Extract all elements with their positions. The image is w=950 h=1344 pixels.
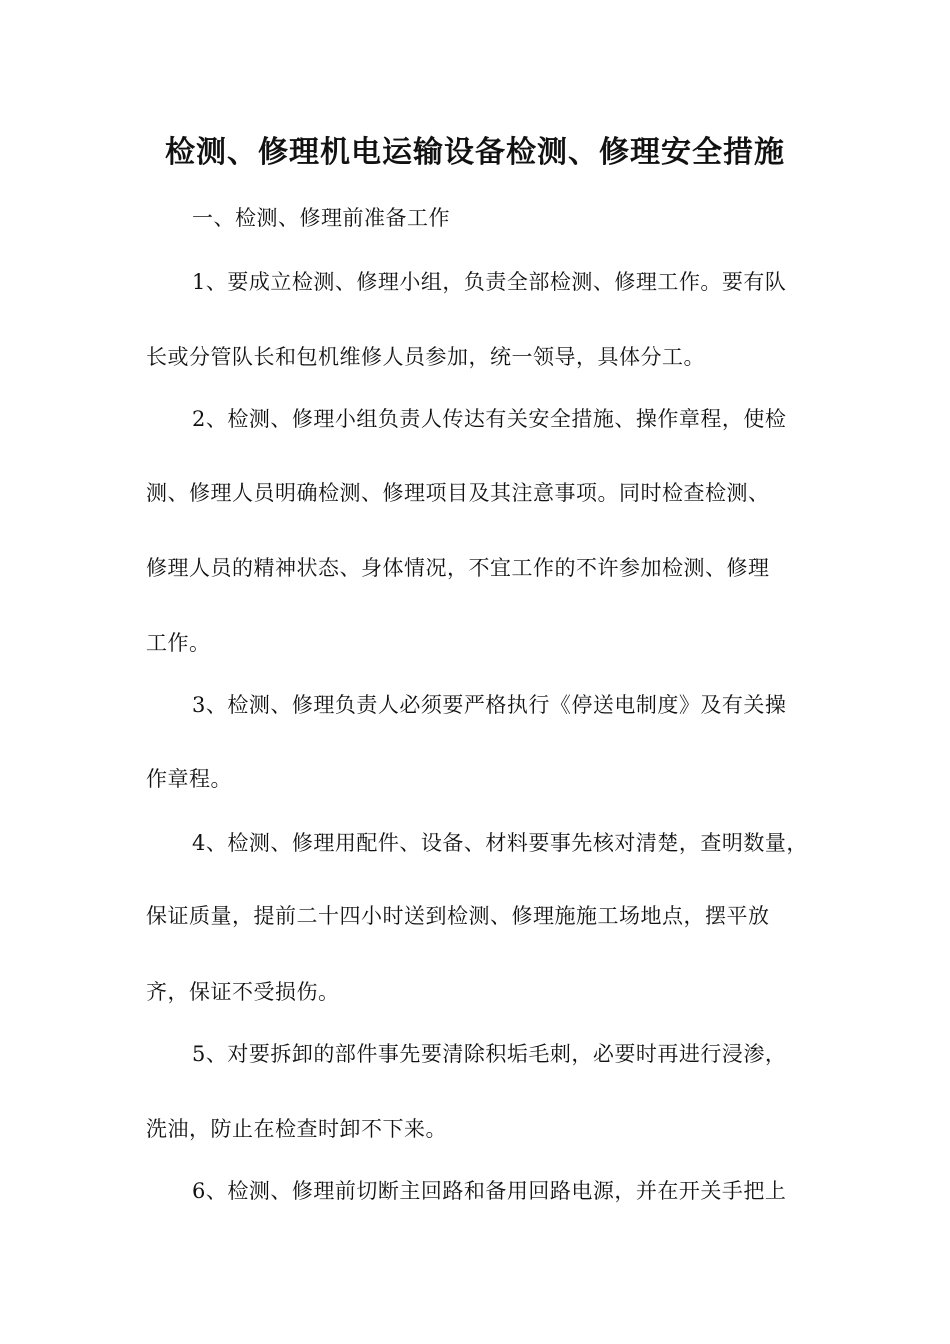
paragraph-line: 保证质量，提前二十四小时送到检测、修理施施工场地点，摆平放 [146,904,770,928]
paragraph-line: 2、检测、修理小组负责人传达有关安全措施、操作章程，使检 [192,407,787,431]
paragraph-line: 测、修理人员明确检测、修理项目及其注意事项。同时检查检测、 [146,481,770,505]
paragraph-line: 5、对要拆卸的部件事先要清除积垢毛刺，必要时再进行浸渗， [192,1042,787,1066]
paragraph-line: 齐，保证不受损伤。 [146,980,340,1004]
paragraph-line: 洗油，防止在检查时卸不下来。 [146,1117,447,1141]
paragraph-line: 作章程。 [146,767,232,791]
paragraph-line: 长或分管队长和包机维修人员参加，统一领导，具体分工。 [146,345,705,369]
section-heading: 一、检测、修理前准备工作 [192,206,450,230]
paragraph-line: 1、要成立检测、修理小组，负责全部检测、修理工作。要有队 [192,270,787,294]
paragraph-line: 3、检测、修理负责人必须要严格执行《停送电制度》及有关操 [192,693,787,717]
paragraph-line: 4、检测、修理用配件、设备、材料要事先核对清楚，查明数量， [192,831,808,855]
paragraph-line: 6、检测、修理前切断主回路和备用回路电源，并在开关手把上 [192,1179,787,1203]
paragraph-line: 工作。 [146,631,211,655]
paragraph-line: 修理人员的精神状态、身体情况，不宜工作的不许参加检测、修理 [146,556,770,580]
document-title: 检测、修理机电运输设备检测、修理安全措施 [165,135,785,170]
